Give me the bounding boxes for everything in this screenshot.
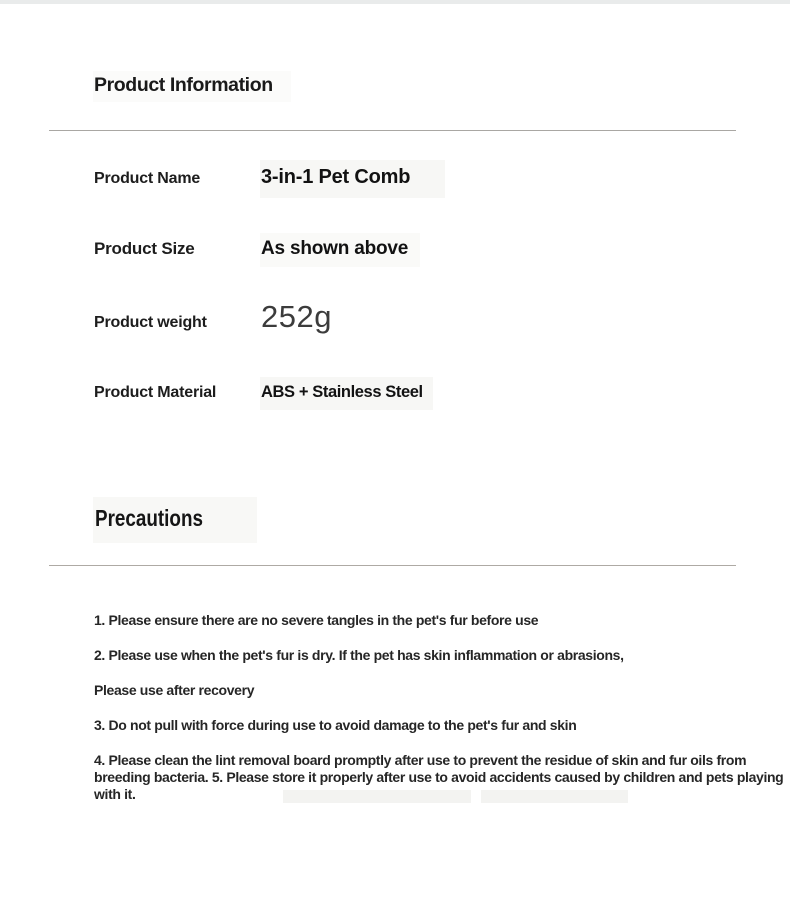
precaution-item-2-continued: Please use after recovery xyxy=(94,682,255,698)
spec-label-product-weight: Product weight xyxy=(94,314,207,331)
precaution-item-3: 3. Do not pull with force during use to avoid damage to the pet's fur and skin xyxy=(94,717,577,733)
spec-label-product-name: Product Name xyxy=(94,170,201,187)
highlight-smudge-left xyxy=(283,790,471,803)
spec-value-product-size: As shown above xyxy=(260,233,420,267)
divider-product-information xyxy=(49,130,736,131)
precaution-item-4-5: 4. Please clean the lint removal board promptly after use to prevent the residue of skin and fur oils from breeding bacteria. 5. Please store it properly after use to avoid accidents caused by children and pets playing with it. xyxy=(94,752,784,802)
precaution-item-2: 2. Please use when the pet's fur is dry. If the pet has skin inflammation or abrasions, xyxy=(94,647,624,663)
spec-label-product-size: Product Size xyxy=(94,239,195,258)
divider-precautions xyxy=(49,565,736,566)
section-title-precautions xyxy=(93,497,257,543)
spec-value-product-name: 3-in-1 Pet Comb xyxy=(260,160,445,198)
spec-value-product-material: ABS + Stainless Steel xyxy=(260,377,433,410)
section-title-product-information: Product Information xyxy=(93,71,291,102)
highlight-smudge-right xyxy=(481,790,628,803)
spec-row-product-weight xyxy=(94,297,332,335)
spec-label-product-material: Product Material xyxy=(94,384,217,401)
spec-row-product-material xyxy=(94,377,433,410)
section-title-precautions-text: Precautions xyxy=(95,505,203,531)
spec-value-product-weight: 252g xyxy=(261,299,332,334)
spec-row-product-size xyxy=(94,233,420,267)
precaution-item-1: 1. Please ensure there are no severe tangles in the pet's fur before use xyxy=(94,612,539,628)
spec-row-product-name xyxy=(94,160,445,198)
top-divider-bar xyxy=(0,0,790,4)
